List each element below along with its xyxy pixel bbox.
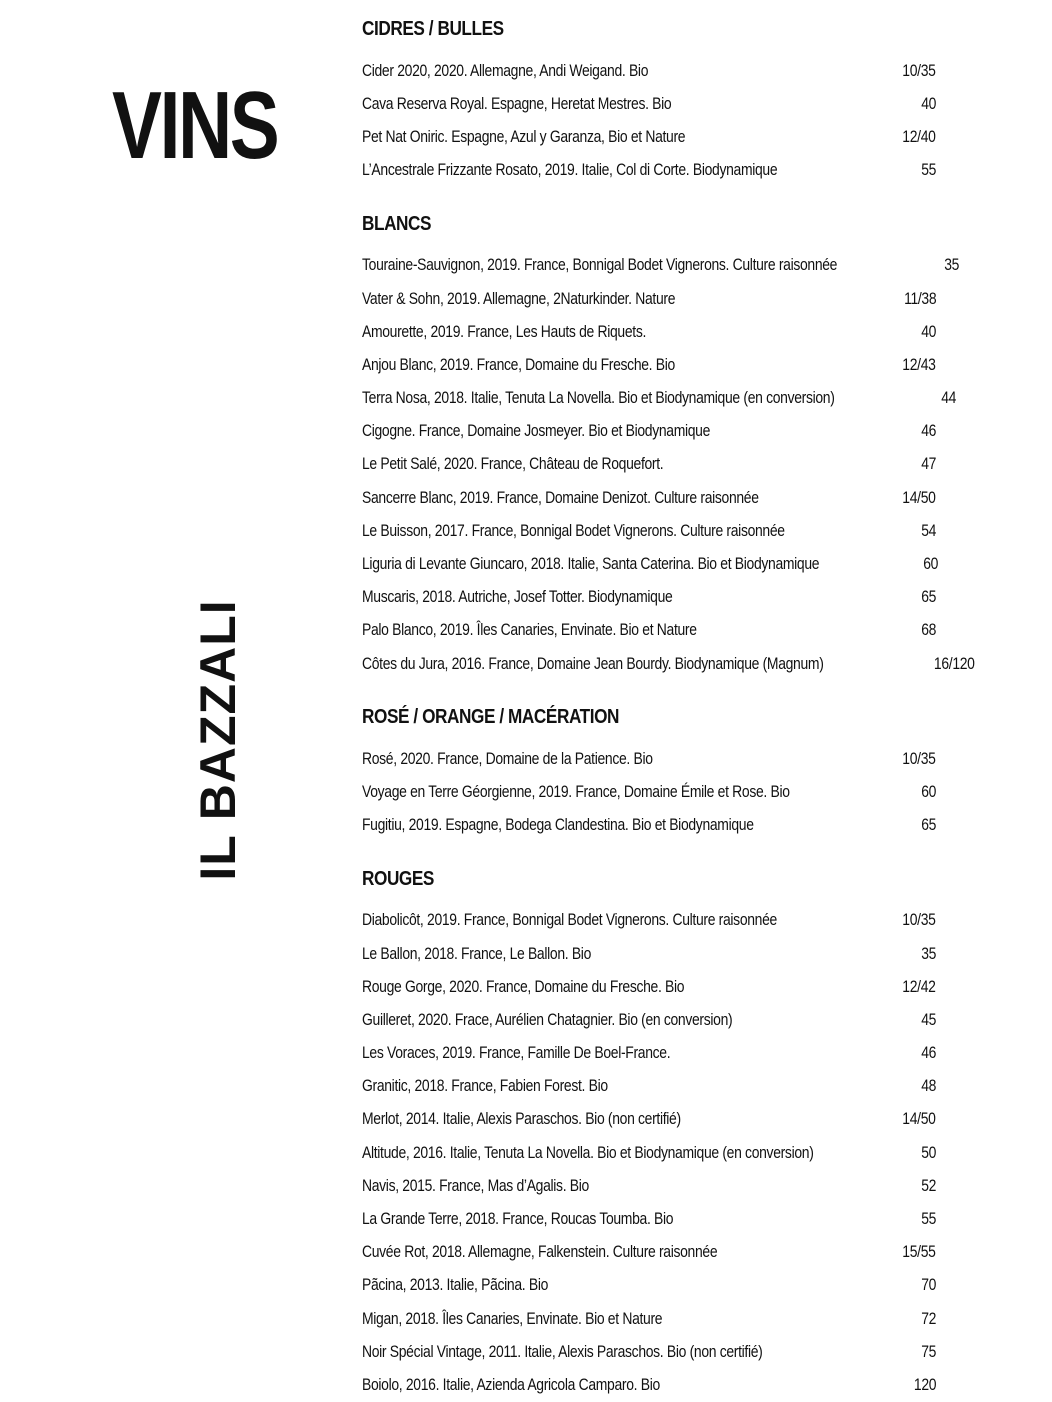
item-price: 35 xyxy=(944,255,960,275)
item-price: 55 xyxy=(921,1209,936,1229)
section-spacer xyxy=(362,680,936,702)
list-item xyxy=(362,647,975,680)
item-name: Rosé, 2020. France, Domaine de la Patience. Bio xyxy=(362,748,653,768)
list-item xyxy=(362,970,936,1003)
list-item xyxy=(362,1136,936,1169)
section-title: ROSÉ / ORANGE / MACÉRATION xyxy=(362,706,620,729)
item-price: 10/35 xyxy=(902,60,936,80)
item-name: Granitic, 2018. France, Fabien Forest. Bio xyxy=(362,1076,608,1096)
page-title: VINS xyxy=(112,72,278,179)
item-name: Voyage en Terre Géorgienne, 2019. France, Domaine Émile et Rose. Bio xyxy=(362,781,790,801)
brand-logo xyxy=(188,560,248,920)
list-item xyxy=(362,348,936,381)
list-item xyxy=(362,382,957,415)
item-price: 60 xyxy=(921,781,936,801)
item-name: Anjou Blanc, 2019. France, Domaine du Fresche. Bio xyxy=(362,354,675,374)
item-name: Le Petit Salé, 2020. France, Château de Roquefort. xyxy=(362,454,664,474)
wine-list xyxy=(362,14,975,1402)
item-name: Guilleret, 2020. Frace, Aurélien Chatagnier. Bio (en conversion) xyxy=(362,1009,733,1029)
item-name: Merlot, 2014. Italie, Alexis Paraschos. Bio (non certifié) xyxy=(362,1109,681,1129)
item-price: 45 xyxy=(921,1009,936,1029)
item-name: Boiolo, 2016. Italie, Azienda Agricola Camparo. Bio xyxy=(362,1374,660,1394)
item-price: 40 xyxy=(921,93,936,113)
list-item xyxy=(362,87,936,120)
list-item xyxy=(362,448,936,481)
list-item xyxy=(362,249,960,282)
list-item xyxy=(362,282,936,315)
item-name: Terra Nosa, 2018. Italie, Tenuta La Novella. Bio et Biodynamique (en conversion) xyxy=(362,388,835,408)
list-item xyxy=(362,547,936,580)
item-price: 68 xyxy=(921,620,936,640)
item-name: Le Ballon, 2018. France, Le Ballon. Bio xyxy=(362,943,591,963)
list-item xyxy=(362,415,936,448)
item-name: Noir Spécial Vintage, 2011. Italie, Alexis Paraschos. Bio (non certifié) xyxy=(362,1341,763,1361)
item-name: Touraine-Sauvignon, 2019. France, Bonnigal Bodet Vignerons. Culture raisonnée xyxy=(362,255,838,275)
item-price: 120 xyxy=(913,1374,936,1394)
section-title: BLANCS xyxy=(362,212,432,235)
item-price: 15/55 xyxy=(902,1242,936,1262)
list-item xyxy=(362,1236,936,1269)
list-item xyxy=(362,514,936,547)
item-name: Le Buisson, 2017. France, Bonnigal Bodet Vignerons. Culture raisonnée xyxy=(362,520,785,540)
item-price: 55 xyxy=(921,160,936,180)
item-price: 47 xyxy=(921,454,936,474)
list-item xyxy=(362,1269,936,1302)
list-item xyxy=(362,1037,936,1070)
list-item xyxy=(362,120,936,153)
item-name: Rouge Gorge, 2020. France, Domaine du Fresche. Bio xyxy=(362,976,685,996)
item-name: Sancerre Blanc, 2019. France, Domaine Denizot. Culture raisonnée xyxy=(362,487,759,507)
item-name: Navis, 2015. France, Mas d’Agalis. Bio xyxy=(362,1175,589,1195)
item-price: 46 xyxy=(921,1043,936,1063)
list-item xyxy=(362,581,936,614)
item-price: 60 xyxy=(922,554,938,574)
list-item xyxy=(362,1003,936,1036)
item-price: 54 xyxy=(921,520,936,540)
section-spacer xyxy=(362,187,936,209)
item-name: Palo Blanco, 2019. Îles Canaries, Envinate. Bio et Nature xyxy=(362,620,697,640)
section-rouges xyxy=(362,864,936,1402)
item-price: 46 xyxy=(921,421,936,441)
item-price: 50 xyxy=(921,1142,936,1162)
item-name: La Grande Terre, 2018. France, Roucas Toumba. Bio xyxy=(362,1209,674,1229)
list-item xyxy=(362,809,936,842)
list-item xyxy=(362,1368,936,1401)
item-price: 75 xyxy=(921,1341,936,1361)
item-price: 10/35 xyxy=(902,748,936,768)
list-item xyxy=(362,1302,936,1335)
list-item xyxy=(362,904,936,937)
item-name: Cuvée Rot, 2018. Allemagne, Falkenstein. Culture raisonnée xyxy=(362,1242,718,1262)
list-item xyxy=(362,54,936,87)
item-price: 11/38 xyxy=(903,288,936,308)
section-title: CIDRES / BULLES xyxy=(362,18,504,40)
item-name: Migan, 2018. Îles Canaries, Envinate. Bio et Nature xyxy=(362,1308,663,1328)
list-item xyxy=(362,1169,936,1202)
section-spacer xyxy=(362,842,936,864)
section-blancs xyxy=(362,209,975,680)
item-price: 44 xyxy=(941,388,957,408)
item-name: Diabolicôt, 2019. France, Bonnigal Bodet Vignerons. Culture raisonnée xyxy=(362,910,777,930)
item-name: Vater & Sohn, 2019. Allemagne, 2Naturkinder. Nature xyxy=(362,288,676,308)
item-name: Cider 2020, 2020. Allemagne, Andi Weigand. Bio xyxy=(362,60,649,80)
list-item xyxy=(362,1103,936,1136)
brand-name: IL BAZZALI xyxy=(190,599,246,881)
list-item xyxy=(362,937,936,970)
item-price: 12/40 xyxy=(902,126,936,146)
item-name: Cigogne. France, Domaine Josmeyer. Bio et Biodynamique xyxy=(362,421,711,441)
section-title: ROUGES xyxy=(362,867,434,890)
item-price: 14/50 xyxy=(902,1109,936,1129)
item-price: 65 xyxy=(921,815,936,835)
item-name: Muscaris, 2018. Autriche, Josef Totter. Biodynamique xyxy=(362,587,673,607)
item-price: 52 xyxy=(921,1175,936,1195)
item-price: 48 xyxy=(921,1076,936,1096)
item-name: Altitude, 2016. Italie, Tenuta La Novella. Bio et Biodynamique (en conversion) xyxy=(362,1142,814,1162)
section-cidres-bulles xyxy=(362,14,936,187)
item-price: 10/35 xyxy=(902,910,936,930)
list-item xyxy=(362,1335,936,1368)
item-price: 12/42 xyxy=(902,976,936,996)
item-price: 65 xyxy=(921,587,936,607)
item-price: 70 xyxy=(921,1275,936,1295)
item-name: Côtes du Jura, 2016. France, Domaine Jean Bourdy. Biodynamique (Magnum) xyxy=(362,653,824,673)
item-price: 16/120 xyxy=(933,653,975,673)
list-item xyxy=(362,154,936,187)
item-price: 40 xyxy=(921,321,936,341)
item-name: Fugitiu, 2019. Espagne, Bodega Clandestina. Bio et Biodynamique xyxy=(362,815,754,835)
item-name: Pãcina, 2013. Italie, Pãcina. Bio xyxy=(362,1275,549,1295)
item-name: L’Ancestrale Frizzante Rosato, 2019. Italie, Col di Corte. Biodynamique xyxy=(362,160,778,180)
item-price: 72 xyxy=(921,1308,936,1328)
list-item xyxy=(362,775,936,808)
section-rose-orange xyxy=(362,702,936,842)
item-name: Amourette, 2019. France, Les Hauts de Riquets. xyxy=(362,321,647,341)
list-item xyxy=(362,481,936,514)
item-name: Pet Nat Oniric. Espagne, Azul y Garanza, Bio et Nature xyxy=(362,126,686,146)
item-price: 35 xyxy=(921,943,936,963)
item-price: 12/43 xyxy=(902,354,936,374)
list-item xyxy=(362,742,936,775)
list-item xyxy=(362,1070,936,1103)
list-item xyxy=(362,1202,936,1235)
item-name: Cava Reserva Royal. Espagne, Heretat Mestres. Bio xyxy=(362,93,672,113)
item-price: 14/50 xyxy=(902,487,936,507)
item-name: Les Voraces, 2019. France, Famille De Boel-France. xyxy=(362,1043,671,1063)
list-item xyxy=(362,315,936,348)
item-name: Liguria di Levante Giuncaro, 2018. Italie, Santa Caterina. Bio et Biodynamique xyxy=(362,554,820,574)
list-item xyxy=(362,614,936,647)
